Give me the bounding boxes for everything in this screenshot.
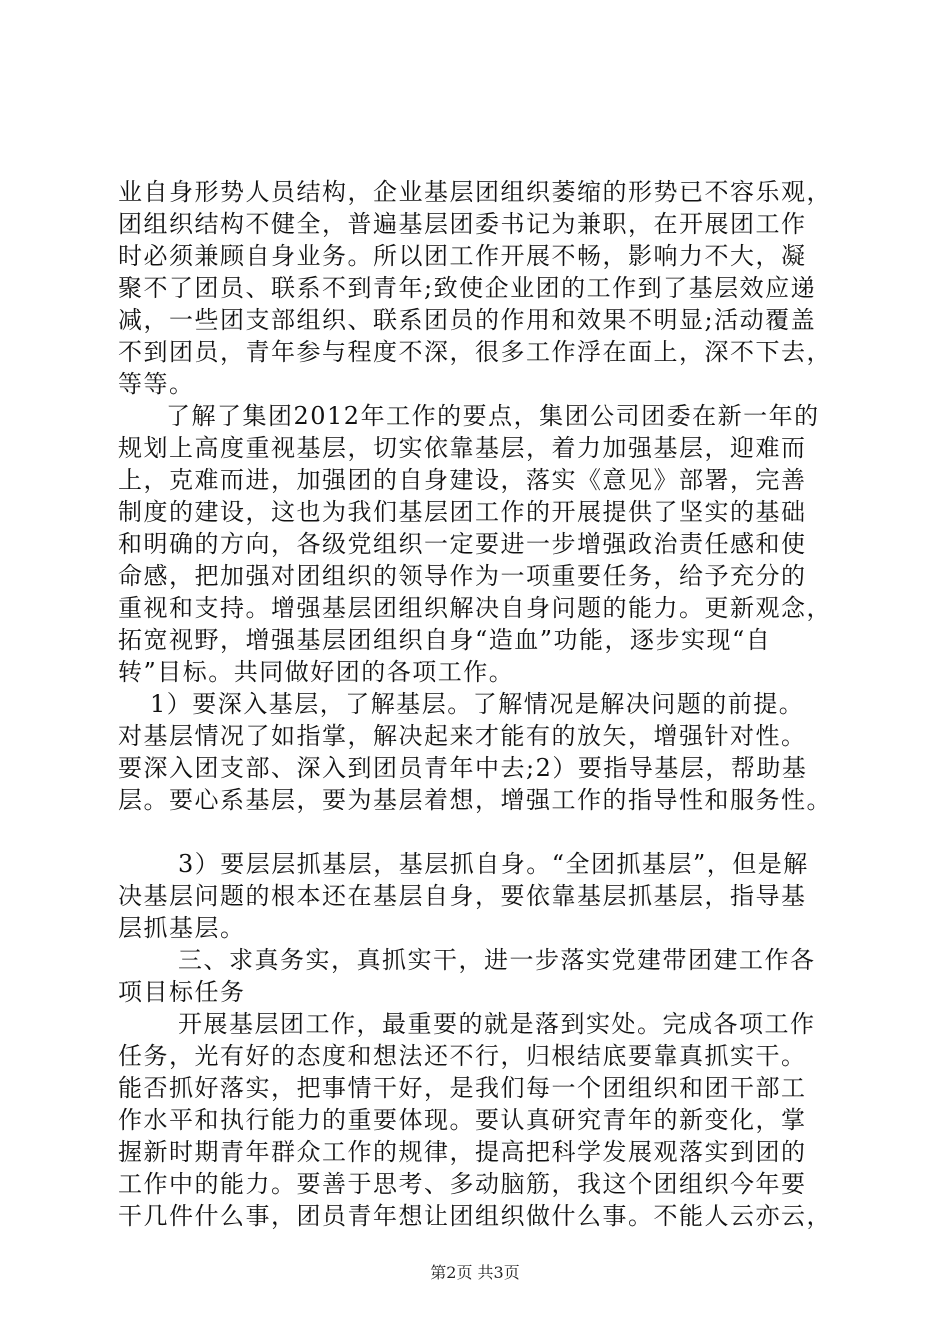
text-line: 减，一些团支部组织、联系团员的作用和效果不明显;活动覆盖 (118, 306, 817, 334)
text-line: 团组织结构不健全，普遍基层团委书记为兼职，在开展团工作 (118, 210, 807, 238)
text-line: 业自身形势人员结构，企业基层团组织萎缩的形势已不容乐观， (118, 178, 832, 206)
text-line: 层。要心系基层，要为基层着想，增强工作的指导性和服务性。 (118, 786, 832, 814)
paragraph-start-line: 3）要层层抓基层，基层抓自身。“全团抓基层”，但是解 (178, 850, 809, 878)
text-line: 重视和支持。增强基层团组织解决自身问题的能力。更新观念， (118, 594, 832, 622)
text-line: 聚不了团员、联系不到青年;致使企业团的工作到了基层效应递 (118, 274, 817, 302)
text-line: 任务，光有好的态度和想法还不行，归根结底要靠真抓实干。 (118, 1042, 807, 1070)
text-line: 和明确的方向，各级党组织一定要进一步增强政治责任感和使 (118, 530, 807, 558)
text-line: 工作中的能力。要善于思考、多动脑筋，我这个团组织今年要 (118, 1170, 807, 1198)
text-line: 命感，把加强对团组织的领导作为一项重要任务，给予充分的 (118, 562, 807, 590)
page-footer: 第2页 共3页 (430, 1263, 520, 1282)
text-line: 决基层问题的根本还在基层自身，要依靠基层抓基层，指导基 (118, 882, 807, 910)
text-line: 握新时期青年群众工作的规律，提高把科学发展观落实到团的 (118, 1138, 807, 1166)
paragraph-start-line: 了解了集团2012年工作的要点，集团公司团委在新一年的 (166, 402, 820, 430)
text-line: 规划上高度重视基层，切实依靠基层，着力加强基层，迎难而 (118, 434, 807, 462)
text-line: 制度的建设，这也为我们基层团工作的开展提供了坚实的基础 (118, 498, 807, 526)
text-line: 能否抓好落实，把事情干好，是我们每一个团组织和团干部工 (118, 1074, 807, 1102)
text-line: 层抓基层。 (118, 914, 246, 942)
section-heading-line: 三、求真务实，真抓实干，进一步落实党建带团建工作各 (178, 946, 816, 974)
text-line: 要深入团支部、深入到团员青年中去;2）要指导基层，帮助基 (118, 754, 808, 782)
text-line: 转”目标。共同做好团的各项工作。 (118, 658, 515, 686)
section-heading-line: 项目标任务 (118, 978, 246, 1006)
paragraph-start-line: 开展基层团工作，最重要的就是落到实处。完成各项工作 (178, 1010, 816, 1038)
paragraph-start-line: 1）要深入基层，了解基层。了解情况是解决问题的前提。 (150, 690, 805, 718)
text-line: 对基层情况了如指掌，解决起来才能有的放矢，增强针对性。 (118, 722, 807, 750)
text-line: 干几件什么事，团员青年想让团组织做什么事。不能人云亦云， (118, 1202, 832, 1230)
text-line: 时必须兼顾自身业务。所以团工作开展不畅，影响力不大，凝 (118, 242, 807, 270)
text-line: 不到团员，青年参与程度不深，很多工作浮在面上，深不下去， (118, 338, 832, 366)
text-line: 作水平和执行能力的重要体现。要认真研究青年的新变化，掌 (118, 1106, 807, 1134)
text-line: 拓宽视野，增强基层团组织自身“造血”功能，逐步实现“自 (118, 626, 772, 654)
text-line: 等等。 (118, 370, 195, 398)
text-line: 上，克难而进，加强团的自身建设，落实《意见》部署，完善 (118, 466, 807, 494)
